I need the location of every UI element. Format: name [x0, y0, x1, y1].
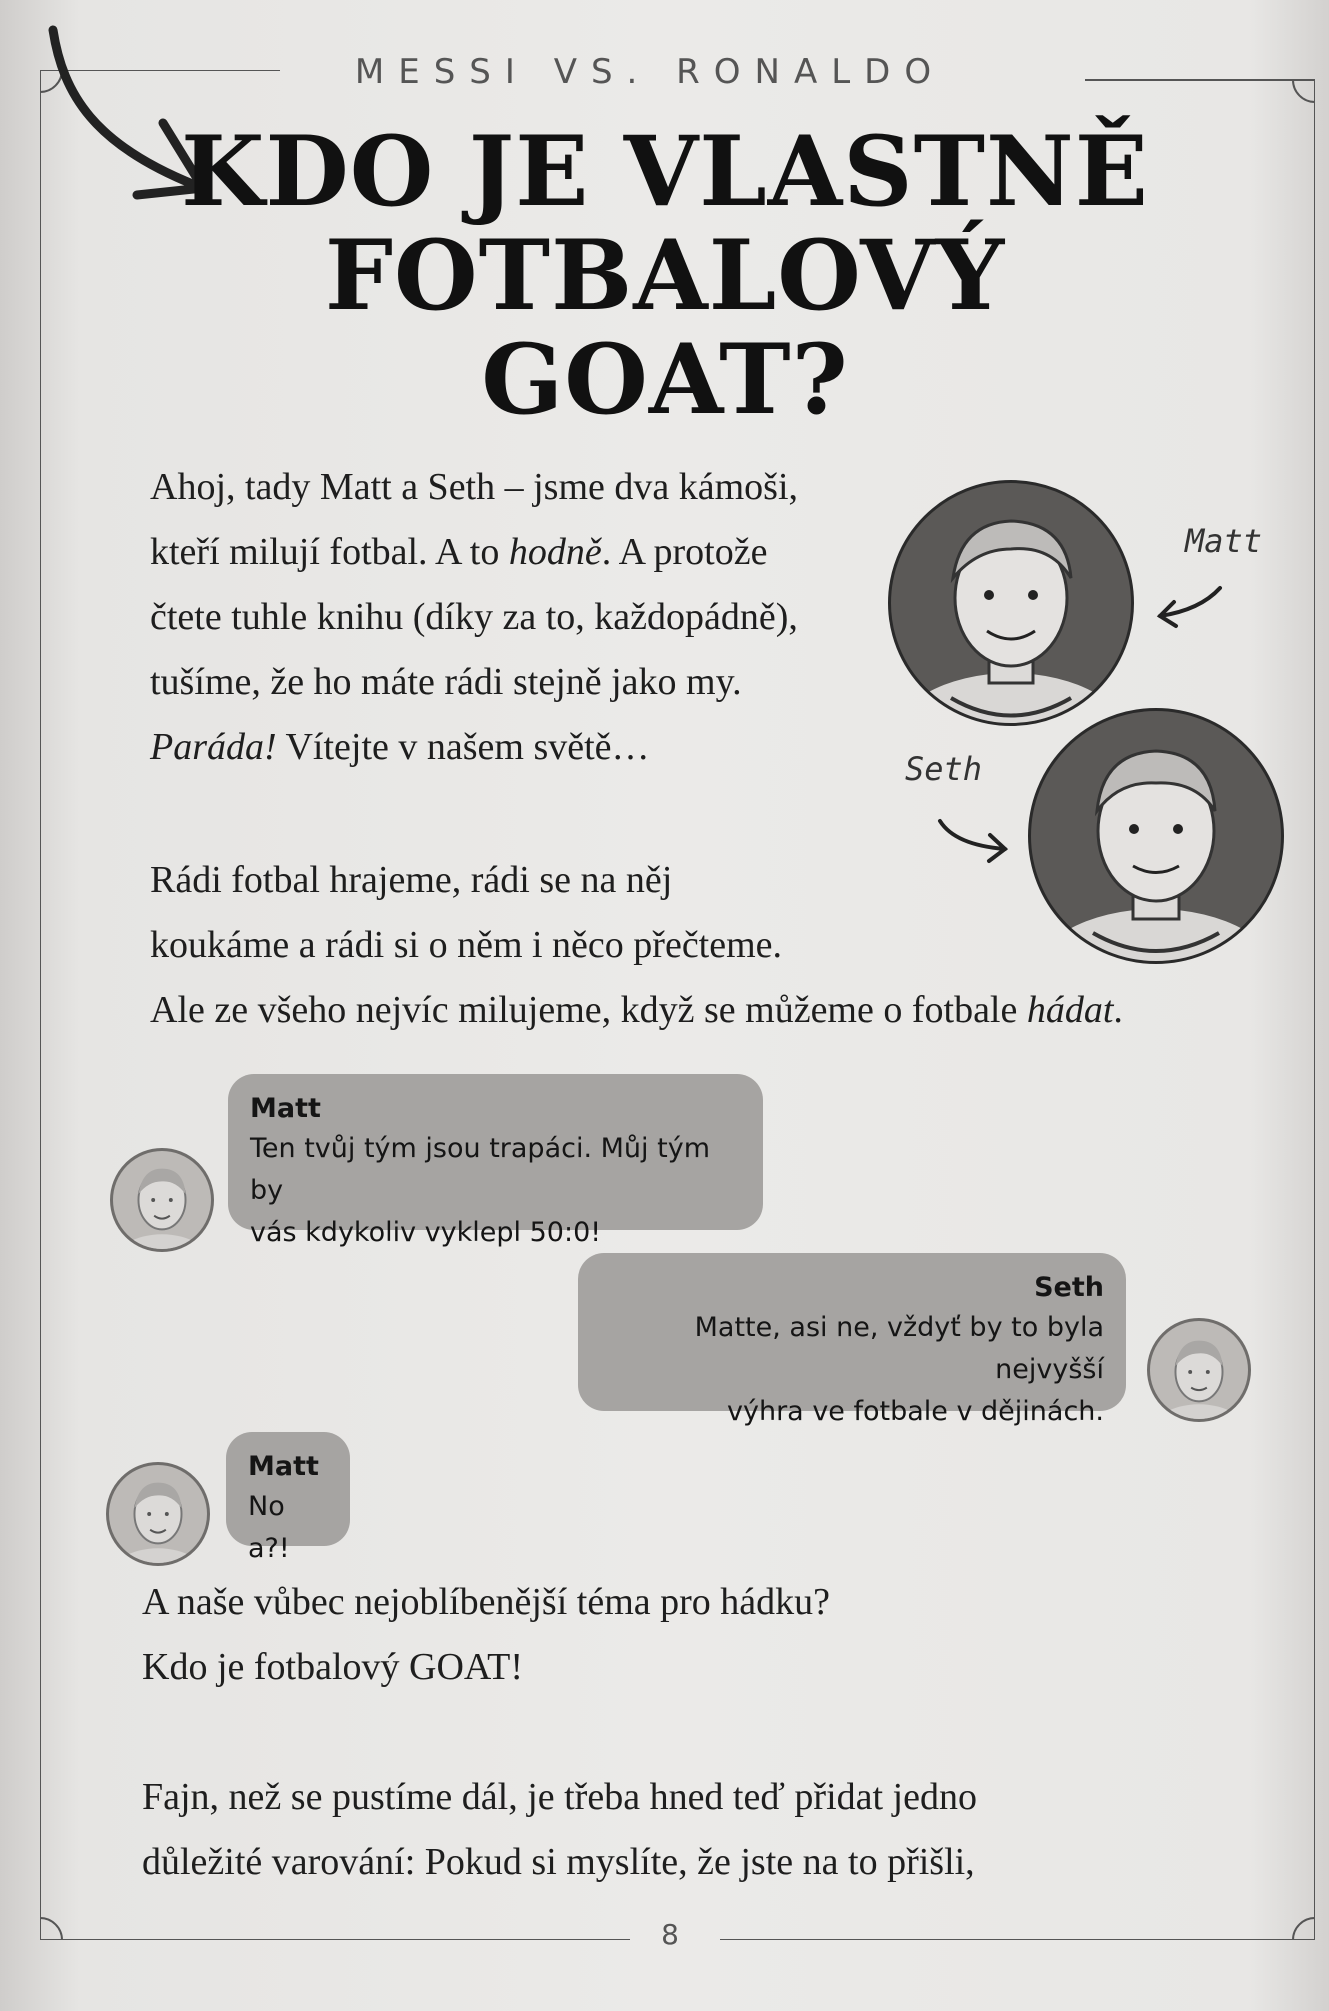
- emphasis: Paráda!: [150, 726, 277, 768]
- page-title: [170, 115, 1160, 436]
- text-line: A naše vůbec nejoblíbenější téma pro hádku?: [142, 1581, 831, 1623]
- text-span: . A protože: [601, 531, 768, 573]
- message-text: No a?!: [248, 1491, 290, 1564]
- text-span: Vítejte v našem světě…: [276, 726, 650, 768]
- text-line: Ahoj, tady Matt a Seth – jsme dva kámoši,: [150, 466, 799, 508]
- sender-name: Seth: [1034, 1272, 1104, 1303]
- text-line: tušíme, že ho máte rádi stejně jako my.: [150, 661, 742, 703]
- seth-label: Seth: [905, 750, 983, 788]
- chat-bubble-seth: [578, 1253, 1126, 1427]
- chat-bubble-matt-1: [228, 1074, 763, 1248]
- text-span: Ale ze všeho nejvíc milujeme, když se můžeme o fotbale: [150, 989, 1027, 1031]
- text-line: koukáme a rádi si o něm i něco přečteme.: [150, 924, 783, 966]
- text-line: Fajn, než se pustíme dál, je třeba hned teď přidat jedno: [142, 1776, 977, 1818]
- matt-avatar: [110, 1148, 214, 1252]
- sender-name: Matt: [248, 1451, 319, 1482]
- arrow-right-icon: [935, 815, 1015, 865]
- text-line: Rádi fotbal hrajeme, rádi se na něj: [150, 859, 673, 901]
- running-head: MESSI VS. RONALDO: [354, 52, 946, 92]
- title-line-2: FOTBALOVÝ: [324, 219, 1006, 332]
- emphasis: hodně: [508, 531, 602, 573]
- text-span: kteří milují fotbal. A to: [150, 531, 509, 573]
- matt-label: Matt: [1185, 522, 1263, 560]
- matt-portrait: [888, 480, 1134, 726]
- message-text: Matte, asi ne, vždyť by to byla nejvyšší: [694, 1312, 1104, 1385]
- text-span: .: [1113, 989, 1123, 1031]
- text-line: [150, 978, 1123, 1043]
- text-line: čtete tuhle knihu (díky za to, každopádně),: [150, 596, 798, 638]
- title-line-3: GOAT?: [481, 323, 849, 436]
- sender-name: Matt: [250, 1093, 321, 1124]
- intro-paragraph-1: [150, 455, 798, 780]
- message-text: vás kdykoliv vyklepl 50:0!: [250, 1217, 602, 1248]
- title-line-1: KDO JE VLASTNĚ: [181, 115, 1149, 228]
- message-text: Ten tvůj tým jsou trapáci. Můj tým by: [250, 1133, 710, 1206]
- outro-paragraph-1: [142, 1570, 830, 1700]
- text-line: důležité varování: Pokud si myslíte, že jste na to přišli,: [142, 1841, 975, 1883]
- intro-paragraph-2: [150, 848, 1123, 1043]
- arrow-left-icon: [1150, 580, 1230, 630]
- text-line: [150, 520, 798, 585]
- emphasis: hádat: [1026, 989, 1114, 1031]
- chat-bubble-matt-2: [226, 1432, 350, 1564]
- outro-paragraph-2: [142, 1765, 977, 1895]
- message-text: výhra ve fotbale v dějinách.: [727, 1396, 1104, 1427]
- seth-avatar: [1147, 1318, 1251, 1422]
- seth-portrait: [1028, 708, 1284, 964]
- matt-avatar: [106, 1462, 210, 1566]
- text-line: [150, 715, 798, 780]
- page-number: 8: [661, 1918, 679, 1951]
- text-line: Kdo je fotbalový GOAT!: [142, 1646, 523, 1688]
